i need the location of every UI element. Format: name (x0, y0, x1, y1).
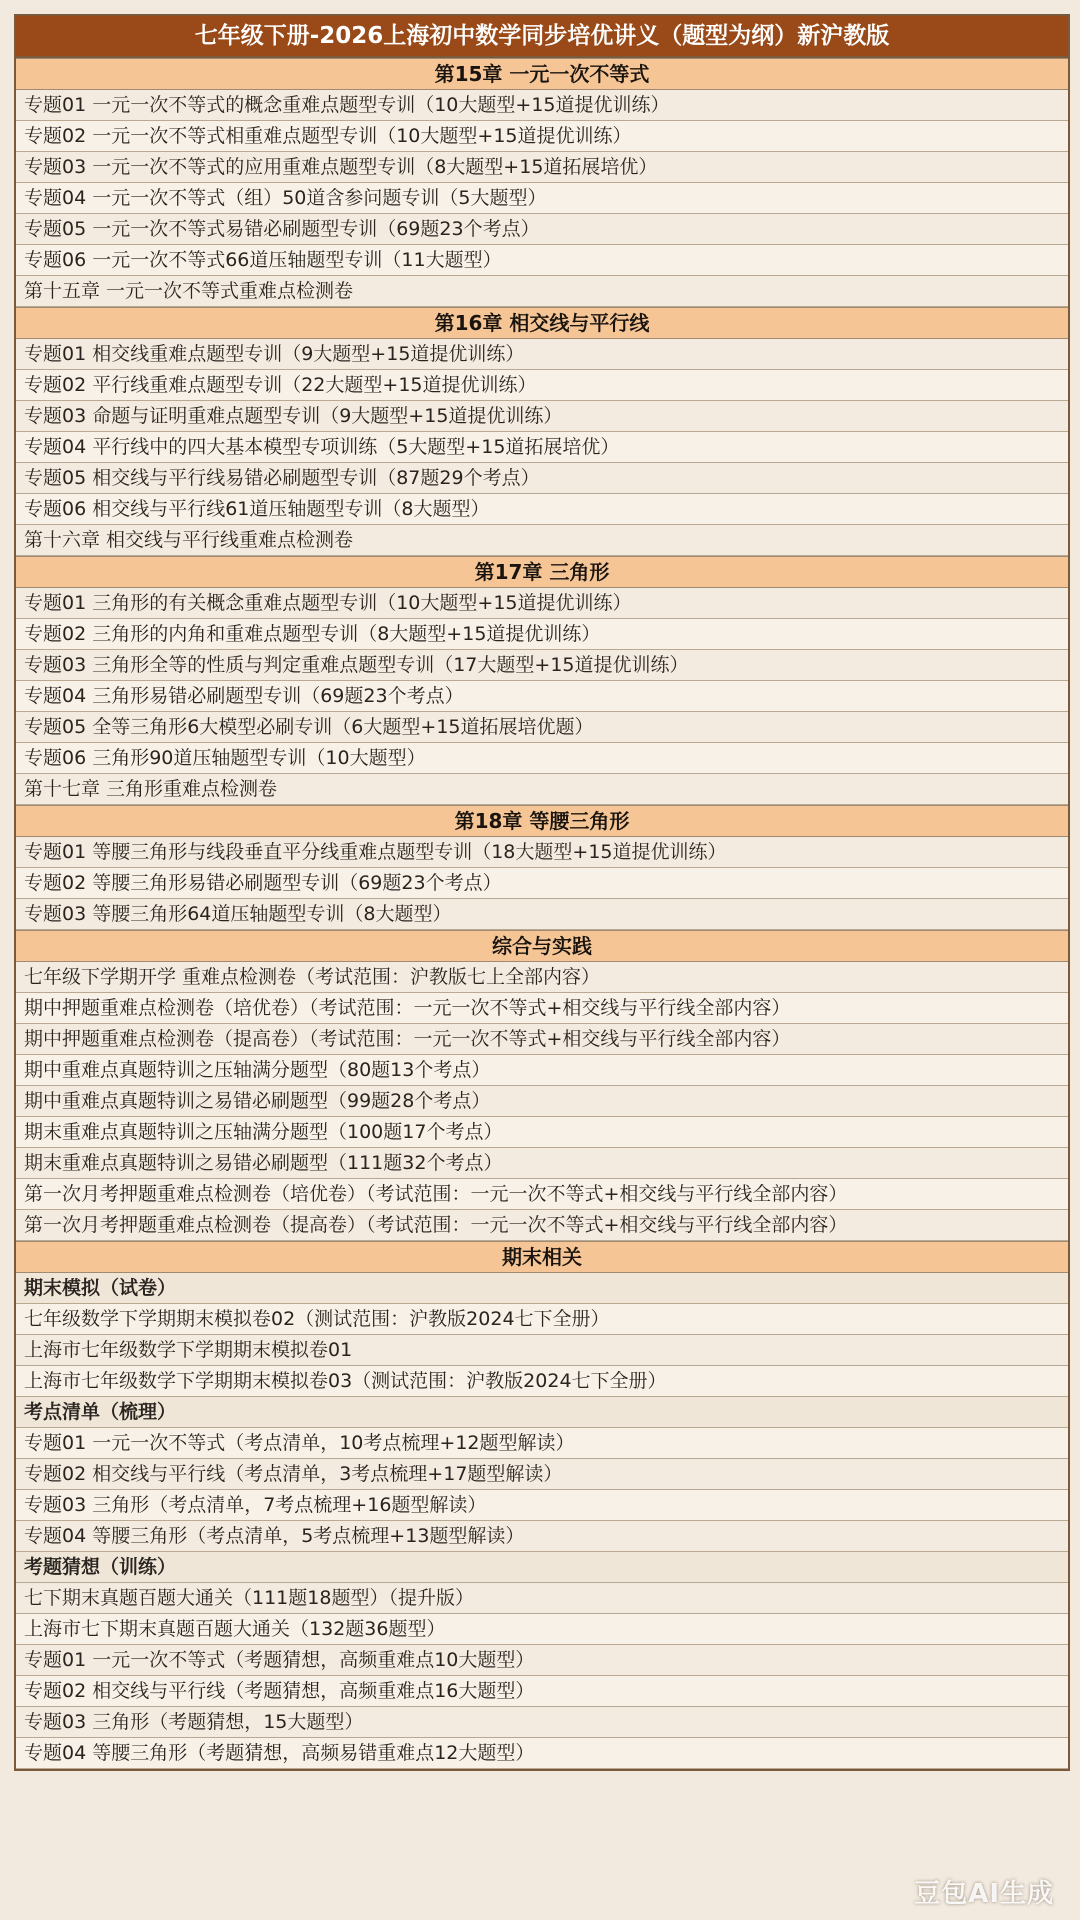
table-row: 专题01 等腰三角形与线段垂直平分线重难点题型专训（18大题型+15道提优训练） (16, 837, 1068, 868)
chapter-header: 第15章 一元一次不等式 (16, 58, 1068, 90)
table-row: 专题05 全等三角形6大模型必刷专训（6大题型+15道拓展培优题） (16, 712, 1068, 743)
subsection-header: 考点清单（梳理） (16, 1397, 1068, 1428)
table-row: 期中重难点真题特训之压轴满分题型（80题13个考点） (16, 1055, 1068, 1086)
table-row: 专题06 相交线与平行线61道压轴题型专训（8大题型） (16, 494, 1068, 525)
chapter-header: 期末相关 (16, 1241, 1068, 1273)
table-row: 专题02 一元一次不等式相重难点题型专训（10大题型+15道提优训练） (16, 121, 1068, 152)
table-row: 专题06 一元一次不等式66道压轴题型专训（11大题型） (16, 245, 1068, 276)
table-row: 专题03 三角形（考题猜想，15大题型） (16, 1707, 1068, 1738)
table-body (16, 58, 1068, 1769)
table-row: 期中重难点真题特训之易错必刷题型（99题28个考点） (16, 1086, 1068, 1117)
table-row: 期中押题重难点检测卷（提高卷）（考试范围：一元一次不等式+相交线与平行线全部内容） (16, 1024, 1068, 1055)
table-row: 专题02 相交线与平行线（考点清单，3考点梳理+17题型解读） (16, 1459, 1068, 1490)
table-row: 专题04 等腰三角形（考题猜想，高频易错重难点12大题型） (16, 1738, 1068, 1769)
subsection-header: 考题猜想（训练） (16, 1552, 1068, 1583)
watermark-logo: 豆包AI生成 (914, 1879, 1054, 1909)
table-row: 第一次月考押题重难点检测卷（提高卷）（考试范围：一元一次不等式+相交线与平行线全部内容） (16, 1210, 1068, 1241)
table-row: 七下期末真题百题大通关（111题18题型）（提升版） (16, 1583, 1068, 1614)
table-row: 第十五章 一元一次不等式重难点检测卷 (16, 276, 1068, 307)
chapter-header: 第16章 相交线与平行线 (16, 307, 1068, 339)
table-row: 七年级下学期开学 重难点检测卷（考试范围：沪教版七上全部内容） (16, 962, 1068, 993)
table-row: 专题03 三角形全等的性质与判定重难点题型专训（17大题型+15道提优训练） (16, 650, 1068, 681)
table-row: 期末重难点真题特训之易错必刷题型（111题32个考点） (16, 1148, 1068, 1179)
table-row: 第十七章 三角形重难点检测卷 (16, 774, 1068, 805)
chapter-header: 综合与实践 (16, 930, 1068, 962)
table-row: 七年级数学下学期期末模拟卷02（测试范围：沪教版2024七下全册） (16, 1304, 1068, 1335)
table-row: 专题01 一元一次不等式（考题猜想，高频重难点10大题型） (16, 1645, 1068, 1676)
table-row: 上海市七年级数学下学期期末模拟卷01 (16, 1335, 1068, 1366)
table-row: 专题02 等腰三角形易错必刷题型专训（69题23个考点） (16, 868, 1068, 899)
table-row: 专题04 三角形易错必刷题型专训（69题23个考点） (16, 681, 1068, 712)
chapter-header: 第18章 等腰三角形 (16, 805, 1068, 837)
subsection-header: 期末模拟（试卷） (16, 1273, 1068, 1304)
table-row: 第一次月考押题重难点检测卷（培优卷）（考试范围：一元一次不等式+相交线与平行线全部内容） (16, 1179, 1068, 1210)
table-row: 专题04 平行线中的四大基本模型专项训练（5大题型+15道拓展培优） (16, 432, 1068, 463)
table-row: 专题02 相交线与平行线（考题猜想，高频重难点16大题型） (16, 1676, 1068, 1707)
table-row: 专题03 命题与证明重难点题型专训（9大题型+15道提优训练） (16, 401, 1068, 432)
table-row: 专题02 三角形的内角和重难点题型专训（8大题型+15道提优训练） (16, 619, 1068, 650)
table-row: 专题01 一元一次不等式的概念重难点题型专训（10大题型+15道提优训练） (16, 90, 1068, 121)
table-row: 专题01 相交线重难点题型专训（9大题型+15道提优训练） (16, 339, 1068, 370)
chapter-header: 第17章 三角形 (16, 556, 1068, 588)
table-row: 专题03 一元一次不等式的应用重难点题型专训（8大题型+15道拓展培优） (16, 152, 1068, 183)
table-row: 期末重难点真题特训之压轴满分题型（100题17个考点） (16, 1117, 1068, 1148)
table-row: 专题05 一元一次不等式易错必刷题型专训（69题23个考点） (16, 214, 1068, 245)
table-row: 专题03 三角形（考点清单，7考点梳理+16题型解读） (16, 1490, 1068, 1521)
table-title: 七年级下册-2026上海初中数学同步培优讲义（题型为纲）新沪教版 (16, 16, 1068, 58)
table-row: 专题02 平行线重难点题型专训（22大题型+15道提优训练） (16, 370, 1068, 401)
table-row: 第十六章 相交线与平行线重难点检测卷 (16, 525, 1068, 556)
table-row: 专题04 一元一次不等式（组）50道含参问题专训（5大题型） (16, 183, 1068, 214)
table-row: 专题01 三角形的有关概念重难点题型专训（10大题型+15道提优训练） (16, 588, 1068, 619)
table-row: 上海市七年级数学下学期期末模拟卷03（测试范围：沪教版2024七下全册） (16, 1366, 1068, 1397)
table-row: 专题04 等腰三角形（考点清单，5考点梳理+13题型解读） (16, 1521, 1068, 1552)
table-row: 专题05 相交线与平行线易错必刷题型专训（87题29个考点） (16, 463, 1068, 494)
table-row: 专题03 等腰三角形64道压轴题型专训（8大题型） (16, 899, 1068, 930)
table-row: 专题01 一元一次不等式（考点清单，10考点梳理+12题型解读） (16, 1428, 1068, 1459)
syllabus-table (14, 14, 1070, 1771)
table-row: 期中押题重难点检测卷（培优卷）（考试范围：一元一次不等式+相交线与平行线全部内容） (16, 993, 1068, 1024)
table-row: 专题06 三角形90道压轴题型专训（10大题型） (16, 743, 1068, 774)
table-row: 上海市七下期末真题百题大通关（132题36题型） (16, 1614, 1068, 1645)
